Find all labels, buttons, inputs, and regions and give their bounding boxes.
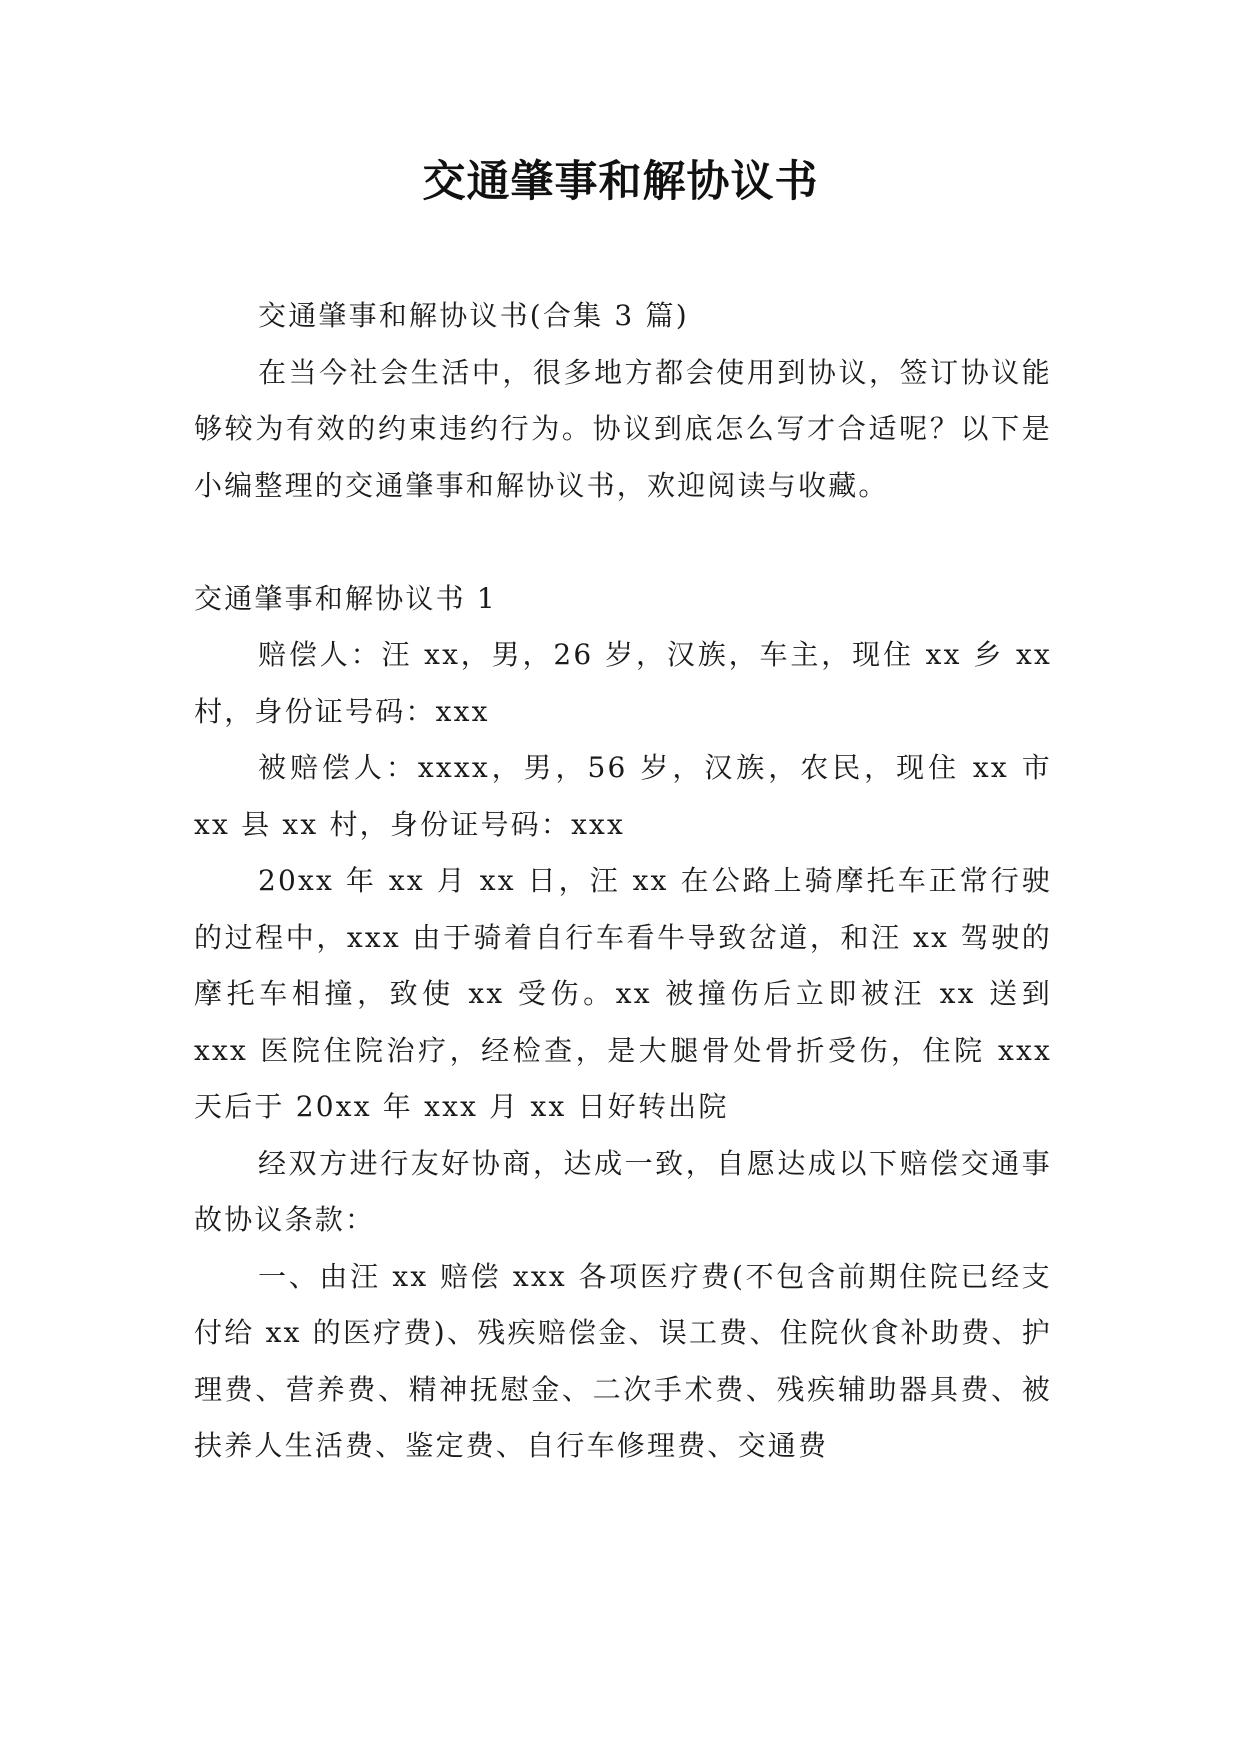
document-body <box>194 288 1052 1475</box>
agreement-intro-paragraph: 经双方进行友好协商，达成一致，自愿达成以下赔偿交通事故协议条款： <box>194 1146 1052 1236</box>
document-title: 交通肇事和解协议书 <box>422 157 819 207</box>
clause-one-paragraph: 一、由汪 xx 赔偿 xxx 各项医疗费(不包含前期住院已经支付给 xx 的医疗费)、残疾赔偿金、误工费、住院伙食补助费、护理费、营养费、精神抚慰金、二次手术费、残疾辅助器具费、被扶养人生活费、鉴定费、自行车修理费、交通费 <box>194 1259 1052 1462</box>
section-heading: 交通肇事和解协议书 1 <box>194 581 497 615</box>
compensator-paragraph: 赔偿人：汪 xx，男，26 岁，汉族，车主，现住 xx 乡 xx 村，身份证号码：xxx <box>194 638 1052 728</box>
intro-paragraph: 在当今社会生活中，很多地方都会使用到协议，签订协议能够较为有效的约束违约行为。协议到底怎么写才合适呢？以下是小编整理的交通肇事和解协议书，欢迎阅读与收藏。 <box>194 355 1052 502</box>
incident-paragraph: 20xx 年 xx 月 xx 日，汪 xx 在公路上骑摩托车正常行驶的过程中，xxx 由于骑着自行车看牛导致岔道，和汪 xx 驾驶的摩托车相撞，致使 xx 受伤。xx 被撞伤后立即被汪 xx 送到 xxx 医院住院治疗，经检查，是大腿骨处骨折受伤，住院 xxx 天后于 20xx 年 xxx 月 xx 日好转出院 <box>194 864 1052 1123</box>
subtitle-paragraph: 交通肇事和解协议书(合集 3 篇) <box>258 299 689 332</box>
compensated-party-paragraph: 被赔偿人：xxxx，男，56 岁，汉族，农民，现住 xx 市 xx 县 xx 村，身份证号码：xxx <box>194 751 1052 841</box>
